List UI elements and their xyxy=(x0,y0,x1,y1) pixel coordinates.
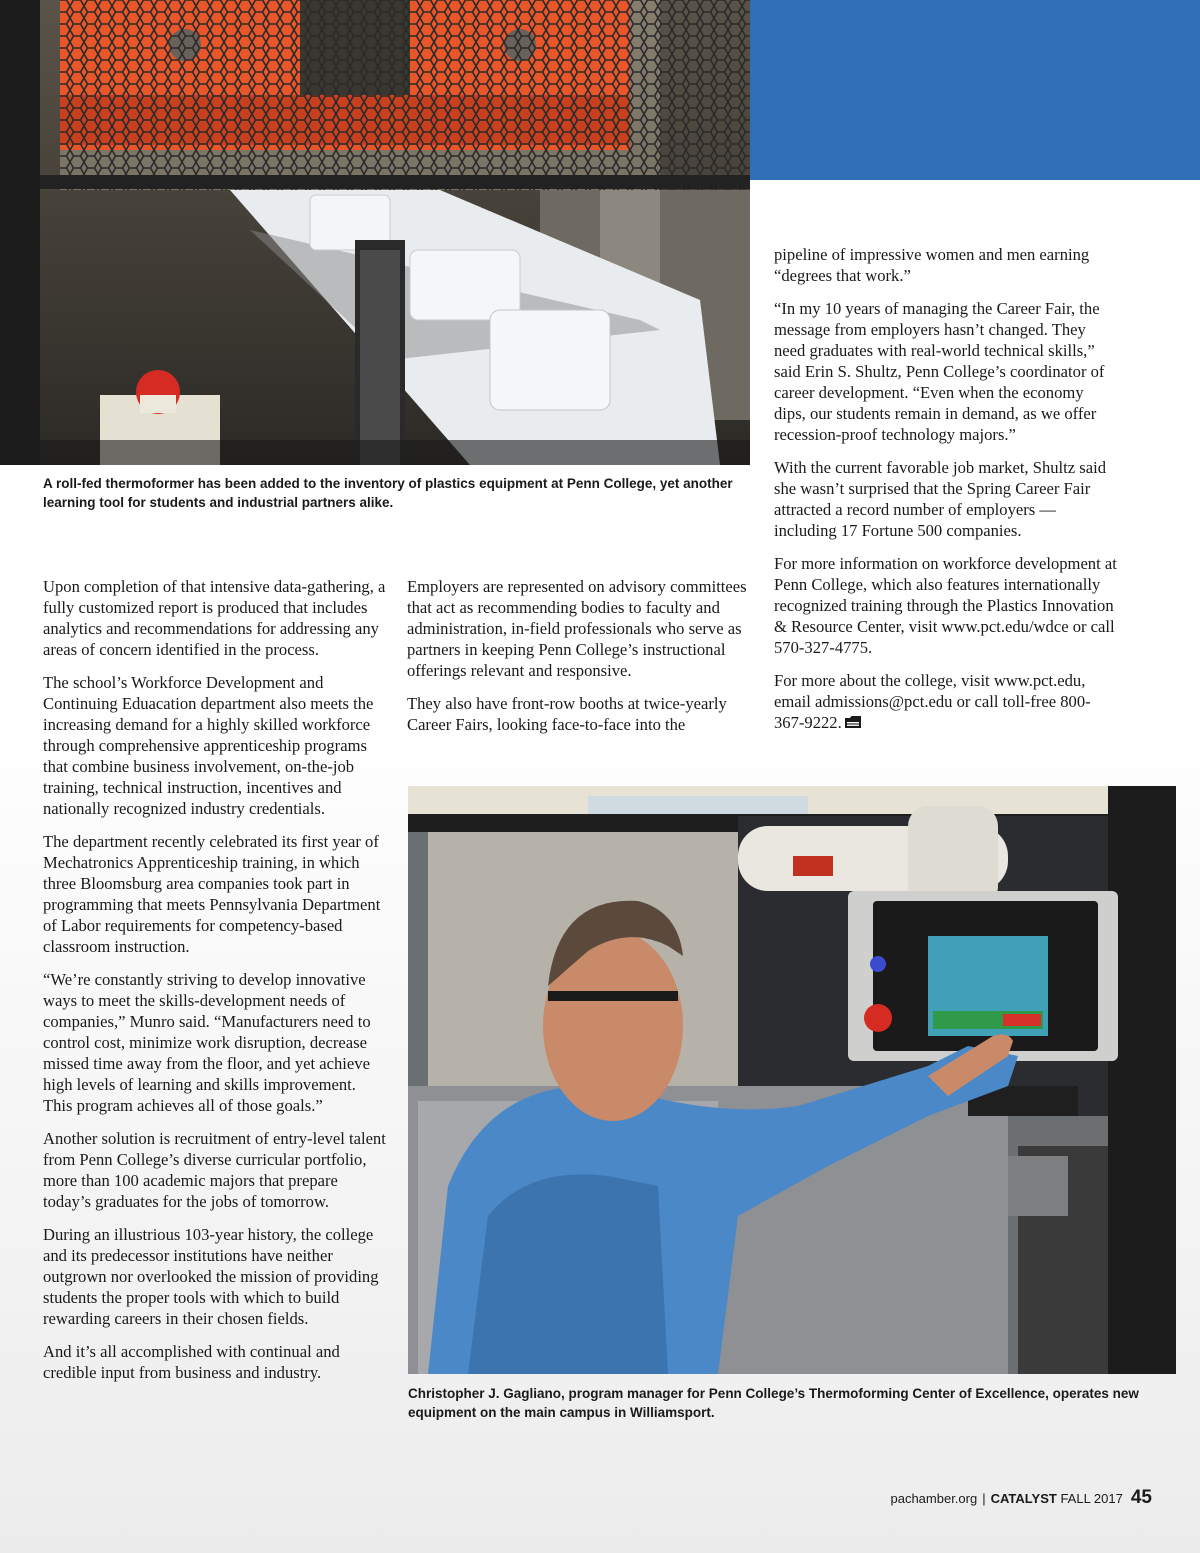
footer-site: pachamber.org xyxy=(890,1491,978,1506)
top-photo-caption: A roll-fed thermoformer has been added to the inventory of plastics equipment at Penn College, yet another learning tool for students and industrial partners alike. xyxy=(43,476,733,510)
paragraph: Upon completion of that intensive data-gathering, a fully customized report is produced that includes analytics and recommendations for addressing any areas of concern identified in the process. xyxy=(43,577,386,659)
paragraph-final xyxy=(774,670,1119,735)
paragraph: Another solution is recruitment of entry-level talent from Penn College’s diverse curricular portfolio, more than 100 academic majors that prepare today’s graduates for the jobs of tomorrow. xyxy=(43,1129,386,1211)
paragraph: They also have front-row booths at twice-yearly Career Fairs, looking face-to-face into the xyxy=(407,694,727,734)
bottom-photo-caption: Christopher J. Gagliano, program manager for Penn College’s Thermoforming Center of Excellence, operates new equipment on the main campus in Williamsport. xyxy=(408,1386,1139,1420)
paragraph: For more information on workforce development at Penn College, which also features internationally recognized training through the Plastics Innovation & Resource Center, visit www.pct.edu/wdce or call 570-327-4775. xyxy=(774,554,1117,657)
paragraph: And it’s all accomplished with continual and credible input from business and industry. xyxy=(43,1342,340,1382)
accent-color-block xyxy=(750,0,1200,180)
page-footer xyxy=(890,1487,1152,1509)
end-of-article-icon xyxy=(844,714,862,735)
footer-issue: FALL 2017 xyxy=(1060,1491,1123,1506)
paragraph: “We’re constantly striving to develop innovative ways to meet the skills-development needs of companies,” Munro said. “Manufacturers need to control cost, minimize work disruption, decrease missed time away from the floor, and yet achieve high levels of learning and skills improvement. This program achieves all of those goals.” xyxy=(43,970,371,1115)
page-number: 45 xyxy=(1130,1487,1152,1508)
paragraph: Employers are represented on advisory committees that act as recommending bodies to faculty and administration, in-field professionals who serve as partners in keeping Penn College’s instructional offerings relevant and responsive. xyxy=(407,577,747,680)
footer-separator: | xyxy=(982,1491,986,1506)
paragraph: During an illustrious 103-year history, the college and its predecessor institutions have neither outgrown nor overlooked the mission of providing students the proper tools with which to build rewarding careers in their chosen fields. xyxy=(43,1225,379,1328)
paragraph-text: For more about the college, visit www.pct.edu, email admissions@pct.edu or call toll-free 800-367-9222. xyxy=(774,671,1091,732)
article-column-2 xyxy=(407,576,752,747)
footer-magazine: CATALYST xyxy=(990,1491,1057,1506)
paragraph: “In my 10 years of managing the Career Fair, the message from employers hasn’t changed. They need graduates with real-world technical skills,” said Erin S. Shultz, Penn College’s coordinator of career development. “Even when the economy dips, our students remain in demand, as we offer recession-proof technology majors.” xyxy=(774,299,1105,444)
thermoformer-photo xyxy=(0,0,750,465)
article-column-3 xyxy=(774,244,1119,747)
article-column-1 xyxy=(43,576,388,1395)
paragraph: The department recently celebrated its first year of Mechatronics Apprenticeship training, in which three Bloomsburg area companies took part in programming that meets Pennsylvania Department of Labor requirements for competency-based classroom instruction. xyxy=(43,832,381,956)
operator-photo xyxy=(408,786,1176,1374)
paragraph: The school’s Workforce Development and Continuing Eduacation department also meets the increasing demand for a highly skilled workforce through comprehensive apprenticeship programs that combine business involvement, on-the-job training, technical instruction, incentives and nationally recognized industry credentials. xyxy=(43,673,374,818)
paragraph: pipeline of impressive women and men earning “degrees that work.” xyxy=(774,245,1090,285)
paragraph: With the current favorable job market, Shultz said she wasn’t surprised that the Spring Career Fair attracted a record number of employers — including 17 Fortune 500 companies. xyxy=(774,458,1107,540)
